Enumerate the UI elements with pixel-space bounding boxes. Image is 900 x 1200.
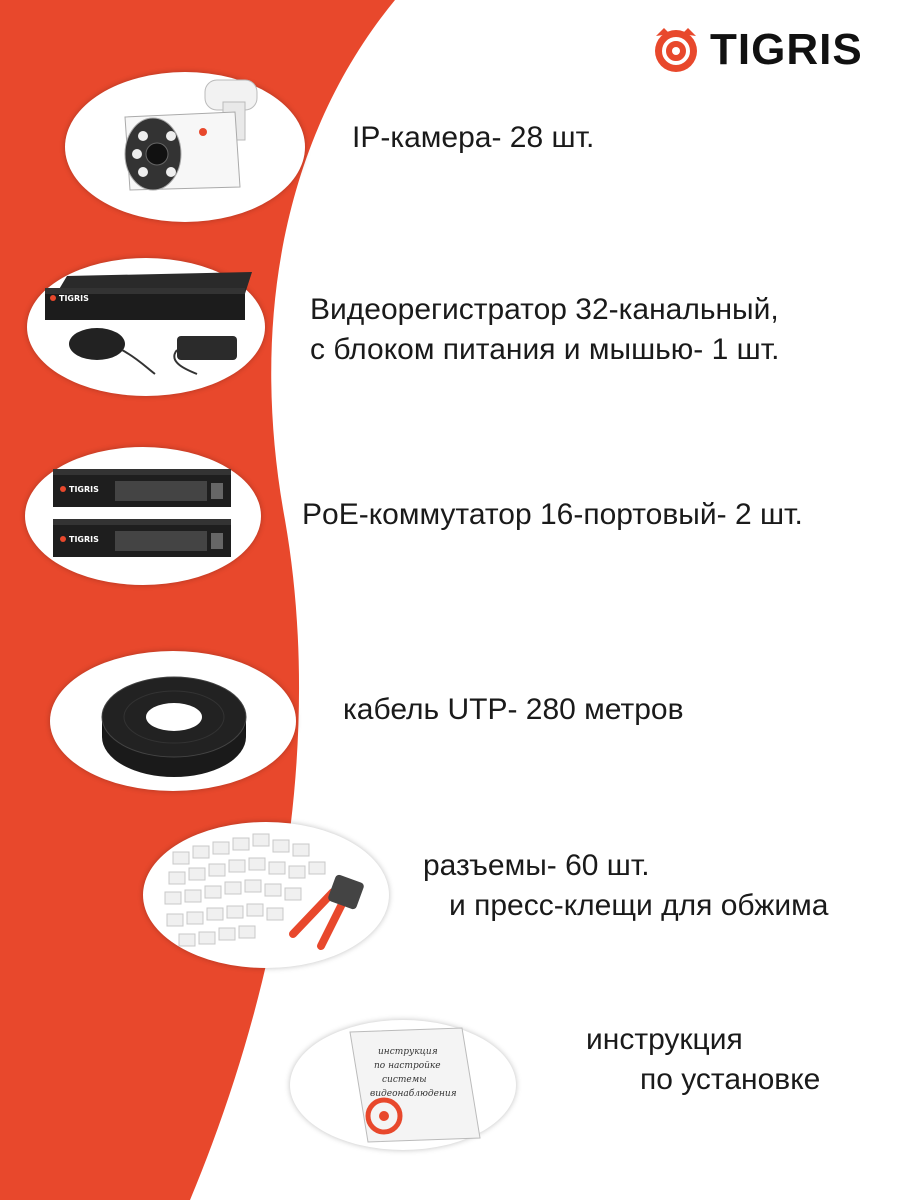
svg-text:инструкция: инструкция [378,1047,438,1057]
manual-image [290,1020,516,1150]
switch-image [25,447,261,585]
svg-text:системы: системы [382,1075,427,1085]
brand-name: TIGRIS [710,25,863,74]
manual-label: инструкция по установке [586,1023,821,1096]
switch-label: PoE-коммутатор 16-портовый- 2 шт. [302,498,803,531]
cable-image [50,651,296,791]
brand-logo [650,20,880,80]
svg-text:TIGRIS: TIGRIS [69,485,99,494]
recorder-image [27,258,265,396]
tiger-logo-icon [650,24,702,76]
camera-label: IP-камера- 28 шт. [352,121,595,154]
cable-label: кабель UTP- 280 метров [343,693,684,726]
svg-text:TIGRIS: TIGRIS [69,535,99,544]
recorder-label: Видеорегистратор 32-канальный, с блоком питания и мышью- 1 шт. [310,293,780,366]
connectors-image [143,822,389,968]
svg-text:видеонаблюдения: видеонаблюдения [370,1089,457,1099]
svg-text:TIGRIS: TIGRIS [59,294,89,303]
connectors-label: разъемы- 60 шт. и пресс-клещи для обжима [423,849,829,922]
camera-image [65,72,305,222]
svg-text:по настройке: по настройке [374,1061,441,1071]
